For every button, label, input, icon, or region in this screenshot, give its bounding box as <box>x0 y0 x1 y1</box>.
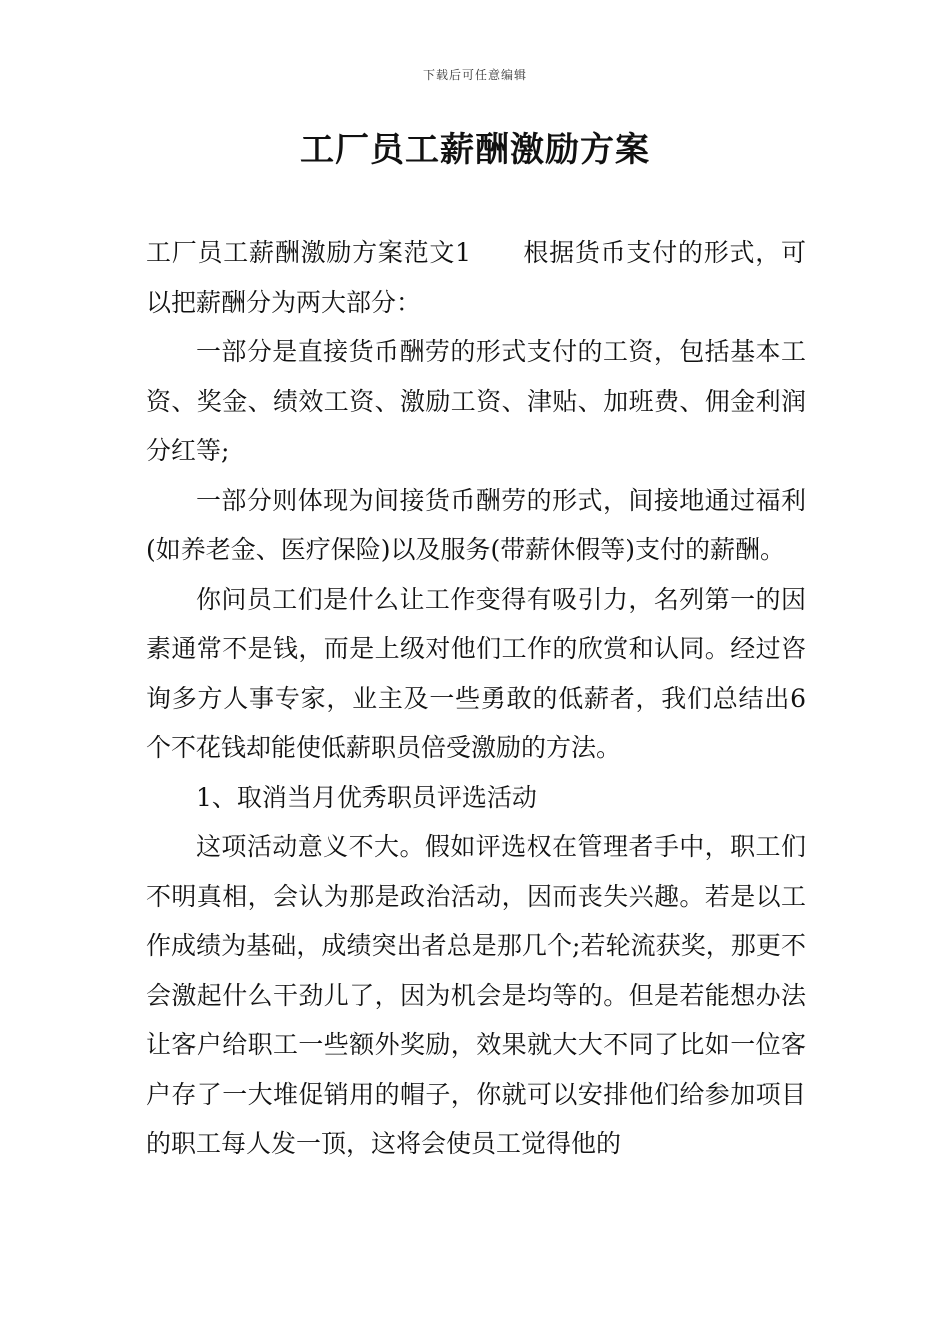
document-body <box>146 228 806 1169</box>
paragraph-5: 这项活动意义不大。假如评选权在管理者手中，职工们不明真相，会认为那是政治活动，因而丧失兴趣。若是以工作成绩为基础，成绩突出者总是那几个;若轮流获奖，那更不会激起什么干劲儿了，因为机会是均等的。但是若能想办法让客户给职工一些额外奖励，效果就大大不同了比如一位客户存了一大堆促销用的帽子，你就可以安排他们给参加项目的职工每人发一顶，这将会使员工觉得他的 <box>146 832 806 1158</box>
section-heading-1: 1、取消当月优秀职员评选活动 <box>196 782 537 812</box>
header-note: 下载后可任意编辑 <box>422 68 527 82</box>
paragraph-2: 一部分是直接货币酬劳的形式支付的工资，包括基本工资、奖金、绩效工资、激励工资、津贴、加班费、佣金利润分红等; <box>146 337 806 465</box>
paragraph-4: 你问员工们是什么让工作变得有吸引力，名列第一的因素通常不是钱，而是上级对他们工作的欣赏和认同。经过咨询多方人事专家，业主及一些勇敢的低薪者，我们总结出6个不花钱却能使低薪职员倍受激励的方法。 <box>146 584 806 762</box>
paragraph-3: 一部分则体现为间接货币酬劳的形式，间接地通过福利(如养老金、医疗保险)以及服务(带薪休假等)支付的薪酬。 <box>146 485 806 564</box>
paragraph-1: 工厂员工薪酬激励方案范文1 根据货币支付的形式，可以把薪酬分为两大部分： <box>146 238 806 317</box>
document-title: 工厂员工薪酬激励方案 <box>300 130 650 170</box>
